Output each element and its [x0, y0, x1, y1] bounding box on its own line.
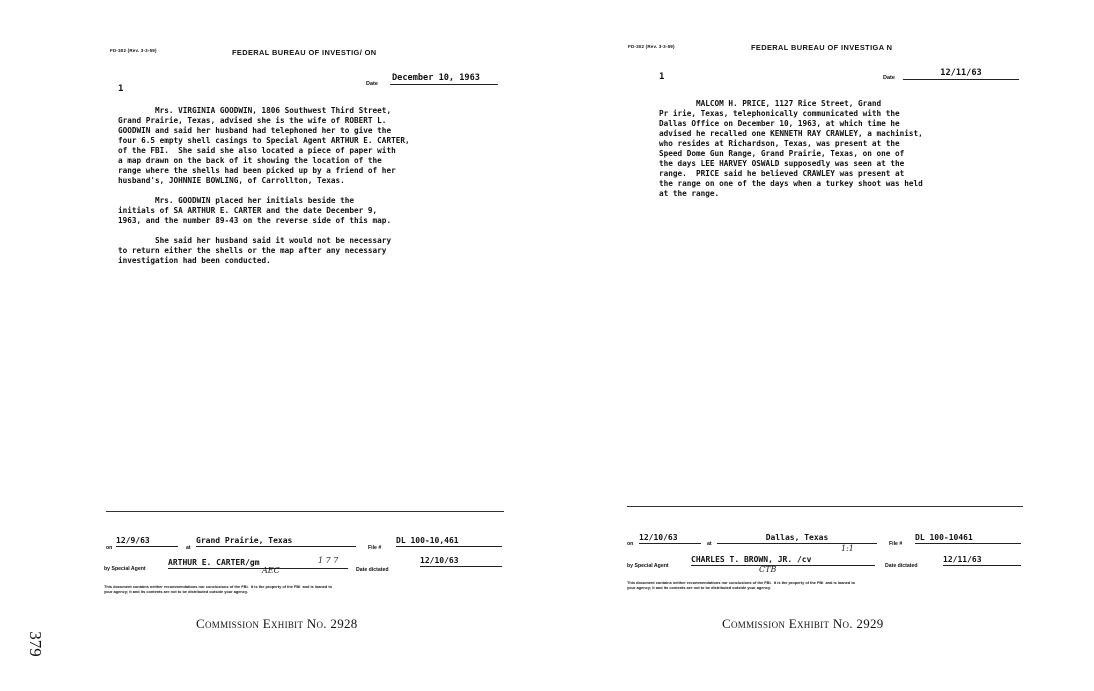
special-agent: CHARLES T. BROWN, JR. /cv [691, 555, 875, 566]
handwritten-mark: 1 7 7 [318, 556, 339, 565]
separator-rule [106, 511, 504, 512]
file-label: File # [889, 541, 903, 547]
interview-date: 12/9/63 [116, 536, 178, 547]
on-label: on [627, 541, 634, 547]
agent-label: by Special Agent [104, 566, 146, 572]
fbi-disclaimer: This document contains neither recommendations nor conclusions of the FBI. It is the property of the FBI and is loaned to your agency; it and its contents are not to be distributed outside your agency. [104, 584, 333, 594]
handwritten-initials: AEC [262, 566, 280, 575]
dictated-label: Date dictated [885, 563, 918, 569]
statement-text: MALCOM H. PRICE, 1127 Rice Street, Grand Pr irie, Texas, telephonically communicated with the Dallas Office on December 10, 1963, at which time he advised he recalled one KENNETH RAY CRAWLEY, a machinist, who resides at Richardson, Texas, was present at the Speed Dome Gun Range, Grand Prairie, Texas, on one of the days LEE HARVEY OSWALD supposedly was seen at the range. PRICE said he believed CRAWLEY was present at the range on one of the days when a turkey shoot was held at the range. [659, 99, 923, 198]
date-dictated: 12/10/63 [420, 556, 502, 567]
separator-rule [627, 506, 1023, 507]
bureau-header: FEDERAL BUREAU OF INVESTIGA N [751, 43, 893, 52]
interview-location: Grand Prairie, Texas [196, 536, 356, 547]
report-date: December 10, 1963 [390, 73, 498, 85]
date-label: Date [366, 81, 378, 87]
handwritten-initials: CTB [759, 565, 777, 574]
on-label: on [106, 545, 113, 551]
form-number: FD-302 (Rev. 3-3-59) [110, 48, 157, 53]
interview-date: 12/10/63 [639, 533, 701, 544]
date-dictated: 12/11/63 [943, 555, 1021, 566]
exhibit-caption: Commission Exhibit No. 2928 [196, 616, 358, 631]
form-number: FD-302 (Rev. 3-3-59) [628, 44, 675, 49]
handwritten-mark: 1:1 [841, 544, 854, 553]
exhibit-caption: Commission Exhibit No. 2929 [722, 616, 884, 631]
special-agent: ARTHUR E. CARTER/gm [168, 558, 348, 569]
report-date: 12/11/63 [903, 68, 1019, 80]
file-label: File # [368, 545, 382, 551]
file-number: DL 100-10461 [915, 533, 1021, 544]
at-label: at [186, 545, 191, 551]
file-number: DL 100-10,461 [396, 536, 502, 547]
dictated-label: Date dictated [356, 567, 389, 573]
statement-text: Mrs. VIRGINIA GOODWIN, 1806 Southwest Third Street, Grand Prairie, Texas, advised she is the wife of ROBERT L. GOODWIN and said her husband had telephoned her to give the four 6.5 empty shell casings to Special Agent ARTHUR E. CARTER, of the FBI. She said she also located a piece of paper with a map drawn on the back of it showing the location of the range where the shells had been picked up by a friend of her husband's, JOHNNIE BOWLING, of Carrollton, Texas. Mrs. GOODWIN placed her initials beside the initials of SA ARTHUR E. CARTER and the date December 9, 1963, and the number 89-43 on the reverse side of this map. She said her husband said it would not be necessary to return either the shells or the map after any necessary investigation had been conducted. [118, 106, 410, 265]
page-number: 379 [26, 631, 45, 657]
agent-label: by Special Agent [627, 563, 669, 569]
bureau-header: FEDERAL BUREAU OF INVESTIG/ ON [232, 48, 377, 57]
exhibit-2929 [547, 0, 1094, 691]
fbi-disclaimer: This document contains neither recommendations nor conclusions of the FBI. It is the property of the FBI and is loaned to your agency; it and its contents are not to be distributed outside your agency. [627, 580, 856, 590]
at-label: at [707, 541, 712, 547]
item-number: 1 [659, 72, 665, 82]
date-label: Date [883, 75, 895, 81]
item-number: 1 [118, 84, 124, 94]
interview-location: Dallas, Texas [717, 533, 877, 544]
